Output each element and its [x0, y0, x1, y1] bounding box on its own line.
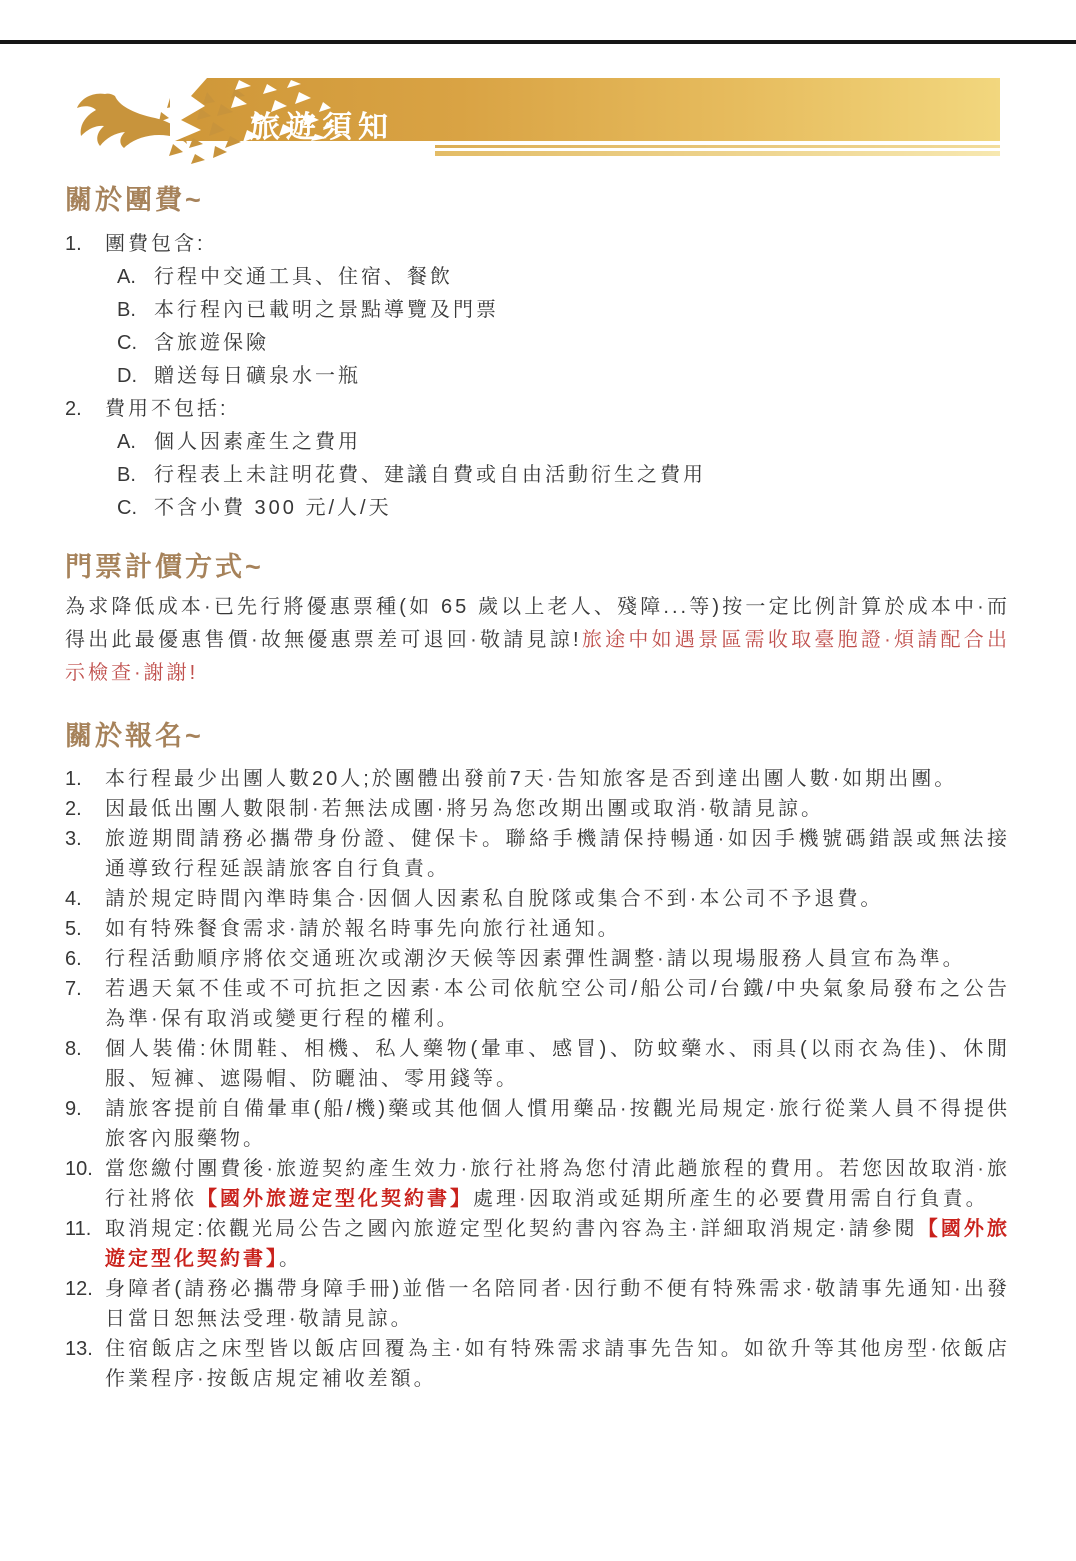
list-item — [65, 1094, 1010, 1154]
list-item-number: 5. — [65, 918, 82, 940]
section-registration — [65, 718, 1010, 1394]
section-heading-registration: 關於報名~ — [65, 721, 204, 751]
text-segment: 如有特殊餐食需求·請於報名時事先向旅行社通知。 — [105, 918, 621, 940]
text-segment: 行程活動順序將依交通班次或潮汐天候等因素彈性調整·請以現場服務人員宣布為準。 — [105, 948, 966, 970]
list-item-text — [105, 914, 1010, 944]
fees-list — [65, 228, 1010, 525]
text-segment: 費用不包括: — [105, 398, 229, 420]
list-item-number: 9. — [65, 1098, 82, 1120]
list-item-text — [154, 492, 1010, 525]
list-item-text — [105, 884, 1010, 914]
list-item-number: 3. — [65, 828, 82, 850]
list-item-text — [105, 794, 1010, 824]
text-segment: 請於規定時間內準時集合·因個人因素私自脫隊或集合不到·本公司不予退費。 — [105, 888, 884, 910]
list-item-number: 13. — [65, 1338, 93, 1360]
text-segment: 【國外旅遊定型化契約書】 — [105, 1218, 1010, 1270]
text-segment: 取消規定:依觀光局公告之國內旅遊定型化契約書內容為主·詳細取消規定·請參閱 — [105, 1218, 918, 1240]
list-item-number: A. — [117, 431, 136, 453]
list-item-number: 1. — [65, 768, 82, 790]
list-item — [117, 492, 1010, 525]
list-item — [65, 1034, 1010, 1094]
list-item-text — [105, 1274, 1010, 1334]
list-item — [65, 1334, 1010, 1394]
ticket-pricing-paragraph — [65, 591, 1010, 690]
list-item-number: 7. — [65, 978, 82, 1000]
sub-list — [117, 261, 1010, 393]
list-item — [65, 824, 1010, 884]
text-segment: 本行程最少出團人數20人;於團體出發前7天·告知旅客是否到達出團人數·如期出團。 — [105, 768, 958, 790]
text-segment: 個人因素產生之費用 — [154, 431, 361, 453]
list-item-number: B. — [117, 464, 136, 486]
list-item — [65, 794, 1010, 824]
list-item-number: B. — [117, 299, 136, 321]
list-item-number: 4. — [65, 888, 82, 910]
list-item — [65, 1274, 1010, 1334]
list-item — [117, 360, 1010, 393]
banner-stripe-thick — [435, 151, 1000, 156]
list-item-text — [154, 261, 1010, 294]
list-item — [65, 1154, 1010, 1214]
list-item — [117, 327, 1010, 360]
list-item-text — [105, 944, 1010, 974]
page-header — [0, 40, 1076, 170]
section-heading-fees: 關於團費~ — [65, 185, 204, 215]
banner-stripe-thin — [435, 145, 1000, 148]
text-segment: 含旅遊保險 — [154, 332, 269, 354]
list-item-text — [105, 228, 1010, 261]
list-item-text — [154, 426, 1010, 459]
list-item — [65, 764, 1010, 794]
list-item — [65, 914, 1010, 944]
registration-list — [65, 764, 1010, 1394]
list-item — [117, 261, 1010, 294]
list-item — [65, 944, 1010, 974]
list-item-number: C. — [117, 497, 137, 519]
title-banner — [75, 78, 1000, 170]
text-segment: 旅途中如遇景區需收取臺胞證·煩請配合出示檢查·謝謝! — [65, 629, 1010, 684]
list-item-number: 8. — [65, 1038, 82, 1060]
text-segment: 處理·因取消或延期所產生的必要費用需自行負責。 — [473, 1188, 989, 1210]
list-item-number: 10. — [65, 1158, 93, 1180]
text-segment: 旅遊期間請務必攜帶身份證、健保卡。聯絡手機請保持暢通·如因手機號碼錯誤或無法接通導致行程延誤請旅客自行負責。 — [105, 828, 1010, 880]
text-segment: 請旅客提前自備暈車(船/機)藥或其他個人慣用藥品·按觀光局規定·旅行從業人員不得提供旅客內服藥物。 — [105, 1098, 1010, 1150]
list-item-text — [154, 294, 1010, 327]
section-heading-ticket-pricing: 門票計價方式~ — [65, 552, 264, 582]
text-segment: 因最低出團人數限制·若無法成團·將另為您改期出團或取消·敬請見諒。 — [105, 798, 824, 820]
list-item-text — [105, 1034, 1010, 1094]
text-segment: 【國外旅遊定型化契約書】 — [197, 1188, 473, 1210]
text-segment: 行程表上未註明花費、建議自費或自由活動衍生之費用 — [154, 464, 706, 486]
list-item-number: 2. — [65, 798, 82, 820]
text-segment: 行程中交通工具、住宿、餐飲 — [154, 266, 453, 288]
text-segment: 個人裝備:休閒鞋、相機、私人藥物(暈車、感冒)、防蚊藥水、雨具(以雨衣為佳)、休閒服、短褲、遮陽帽、防曬油、零用錢等。 — [105, 1038, 1010, 1090]
text-segment: 為求降低成本·已先行將優惠票種(如 65 歲以上老人、殘障...等)按一定比例計算於成本中·而得出此最優惠售價·故無優惠票差可退回·敬請見諒! — [65, 596, 1010, 651]
text-segment: 不含小費 300 元/人/天 — [154, 497, 392, 519]
list-item — [117, 294, 1010, 327]
list-item-number: 12. — [65, 1278, 93, 1300]
list-item — [117, 426, 1010, 459]
list-item-text — [105, 393, 1010, 426]
list-item-text — [105, 974, 1010, 1034]
section-fees — [65, 182, 1010, 525]
list-item — [65, 884, 1010, 914]
list-item-text — [105, 764, 1010, 794]
list-item — [65, 393, 1010, 525]
list-item-text — [105, 1094, 1010, 1154]
text-segment: 贈送每日礦泉水一瓶 — [154, 365, 361, 387]
list-item-text — [105, 824, 1010, 884]
banner-title: 旅遊須知 — [250, 111, 394, 144]
text-segment: 。 — [279, 1248, 302, 1270]
list-item-text — [154, 459, 1010, 492]
list-item-text — [105, 1154, 1010, 1214]
list-item — [117, 459, 1010, 492]
section-ticket-pricing — [65, 549, 1010, 690]
list-item-number: 1. — [65, 233, 82, 255]
list-item-text — [154, 360, 1010, 393]
text-segment: 團費包含: — [105, 233, 206, 255]
document-body — [0, 182, 1076, 1394]
list-item-number: C. — [117, 332, 137, 354]
list-item-text — [105, 1214, 1010, 1274]
text-segment: 住宿飯店之床型皆以飯店回覆為主·如有特殊需求請事先告知。如欲升等其他房型·依飯店作業程序·按飯店規定補收差額。 — [105, 1338, 1010, 1390]
text-segment: 本行程內已載明之景點導覽及門票 — [154, 299, 499, 321]
sub-list — [117, 426, 1010, 525]
list-item-number: D. — [117, 365, 137, 387]
list-item-number: 6. — [65, 948, 82, 970]
top-divider-line — [0, 40, 1076, 44]
list-item — [65, 228, 1010, 393]
list-item-number: 11. — [65, 1218, 92, 1240]
list-item-number: 2. — [65, 398, 82, 420]
text-segment: 若遇天氣不佳或不可抗拒之因素·本公司依航空公司/船公司/台鐵/中央氣象局發布之公告為準·保有取消或變更行程的權利。 — [105, 978, 1010, 1030]
list-item-number: A. — [117, 266, 136, 288]
list-item — [65, 1214, 1010, 1274]
list-item-text — [154, 327, 1010, 360]
text-segment: 身障者(請務必攜帶身障手冊)並偕一名陪同者·因行動不便有特殊需求·敬請事先通知·出發日當日恕無法受理·敬請見諒。 — [105, 1278, 1010, 1330]
list-item-text — [105, 1334, 1010, 1394]
list-item — [65, 974, 1010, 1034]
text-segment: 當您繳付團費後·旅遊契約產生效力·旅行社將為您付清此趟旅程的費用。若您因故取消·旅行社將依 — [105, 1158, 1010, 1210]
